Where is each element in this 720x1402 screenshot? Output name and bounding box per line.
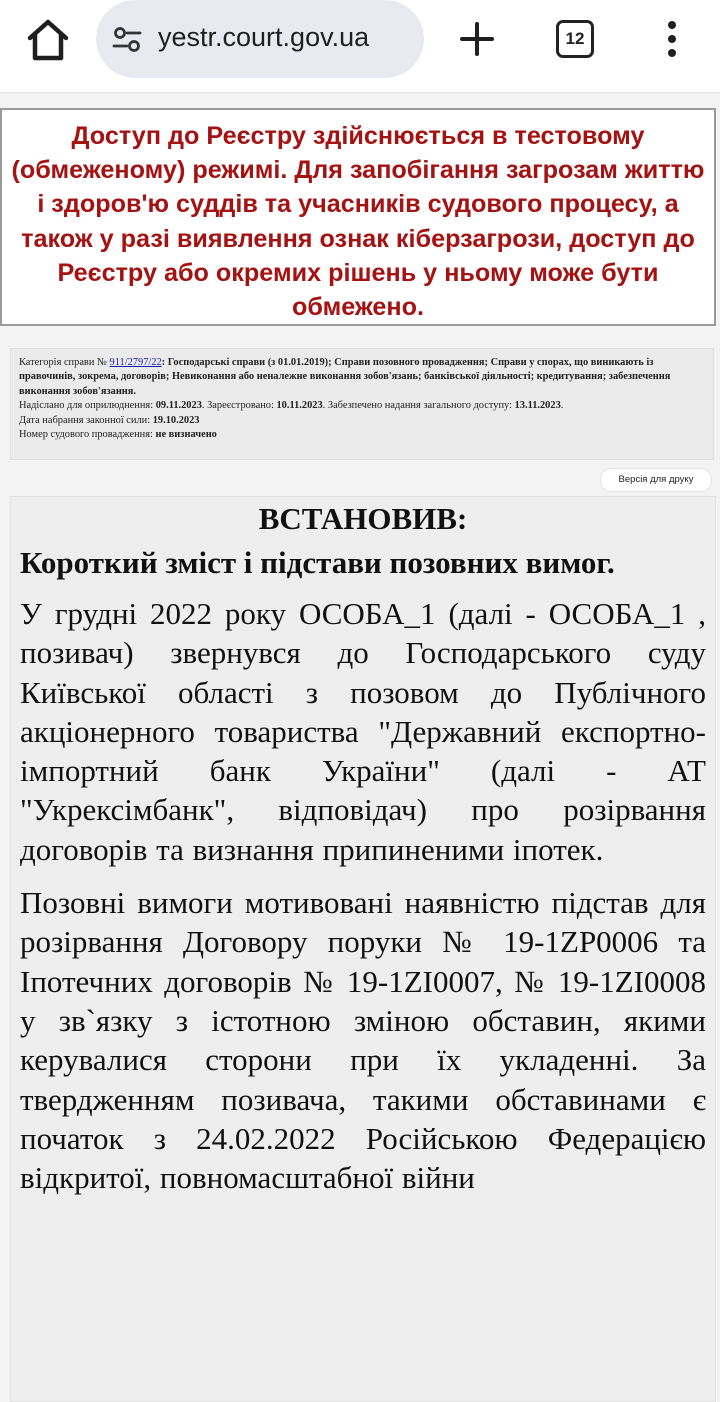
paragraph: Позовні вимоги мотивовані наявністю підстав для розірвання Договору поруки № 19-1ZP0006 та Іпотечних договорів № 19-1ZI0007, № 19-1ZI0008 у зв`язку з істотною зміною обставин, якими керувалися сторони при їх укладенні. За твердженням позивача, такими обставинами є початок з 24.02.2022 Російською Федерацією відкритої, повномасштабної війни	[20, 885, 706, 1196]
access-notice-text: Доступ до Реєстру здійснюється в тестовому (обмеженому) режимі. Для запобігання загрозам життю і здоров'ю суддів та учасників судового процесу, а також у разі виявлення ознак кіберзагрози, доступ до Реєстру або окремих рішень у ньому може бути обмежено.	[11, 122, 705, 322]
publication-dates: Надіслано для оприлюднення: 09.11.2023. Зареєстровано: 10.11.2023. Забезпечено надання загального доступу: 13.11.2023.	[19, 400, 564, 412]
paragraph: У грудні 2022 року ОСОБА_1 (далі - ОСОБА_1 , позивач) звернувся до Господарського суду Київської області з позовом до Публічного акціонерного товариства "Державний експортно-імпортний банк України" (далі - АТ "Укрексімбанк", відповідач) про розірвання договорів та визнання припиненими іпотек.	[20, 596, 706, 867]
decision-text	[10, 496, 716, 1402]
proceeding-number: Номер судового провадження: не визначено	[19, 429, 217, 441]
case-category: Категорія справи № 911/2797/22: Господарські справи (з 01.01.2019); Справи позовного провадження; Справи у спорах, що виникають із правочинів, зокрема, договорів; Невиконання або неналежне виконання зобов'язань; банківської діяльності; кредитування; забезпечення виконання зобов'язання.	[19, 357, 671, 397]
section-subheading: Короткий зміст і підстави позовних вимог.	[20, 545, 615, 580]
tab-switcher-icon	[556, 20, 594, 58]
browser-toolbar	[0, 0, 720, 93]
home-button[interactable]	[20, 16, 76, 64]
tab-switcher-button[interactable]	[556, 20, 594, 58]
plus-icon	[455, 17, 499, 61]
tab-count: 12	[565, 29, 585, 48]
case-category-value: : Господарські справи (з 01.01.2019); Справи позовного провадження; Справи у спорах, що виникають із правочинів, зокрема, договорів; Невиконання або неналежне виконання зобов'язань; банківської діяльності; кредитування; забезпечення виконання зобов'язання.	[19, 357, 671, 397]
url-text[interactable]: yestr.court.gov.ua	[158, 22, 370, 52]
address-bar[interactable]	[96, 0, 424, 78]
site-settings-icon[interactable]	[112, 24, 142, 54]
more-vertical-icon	[655, 18, 689, 62]
access-notice-banner	[0, 108, 716, 326]
case-metadata	[10, 348, 714, 460]
case-number-link[interactable]: 911/2797/22	[109, 357, 162, 368]
effective-date: Дата набрання законної сили: 19.10.2023	[19, 414, 200, 426]
new-tab-button[interactable]	[455, 17, 499, 61]
section-heading: ВСТАНОВИВ:	[258, 501, 468, 536]
more-menu-button[interactable]	[655, 18, 689, 62]
print-version-button[interactable]: Версія для друку	[600, 468, 712, 492]
home-icon	[20, 16, 76, 64]
